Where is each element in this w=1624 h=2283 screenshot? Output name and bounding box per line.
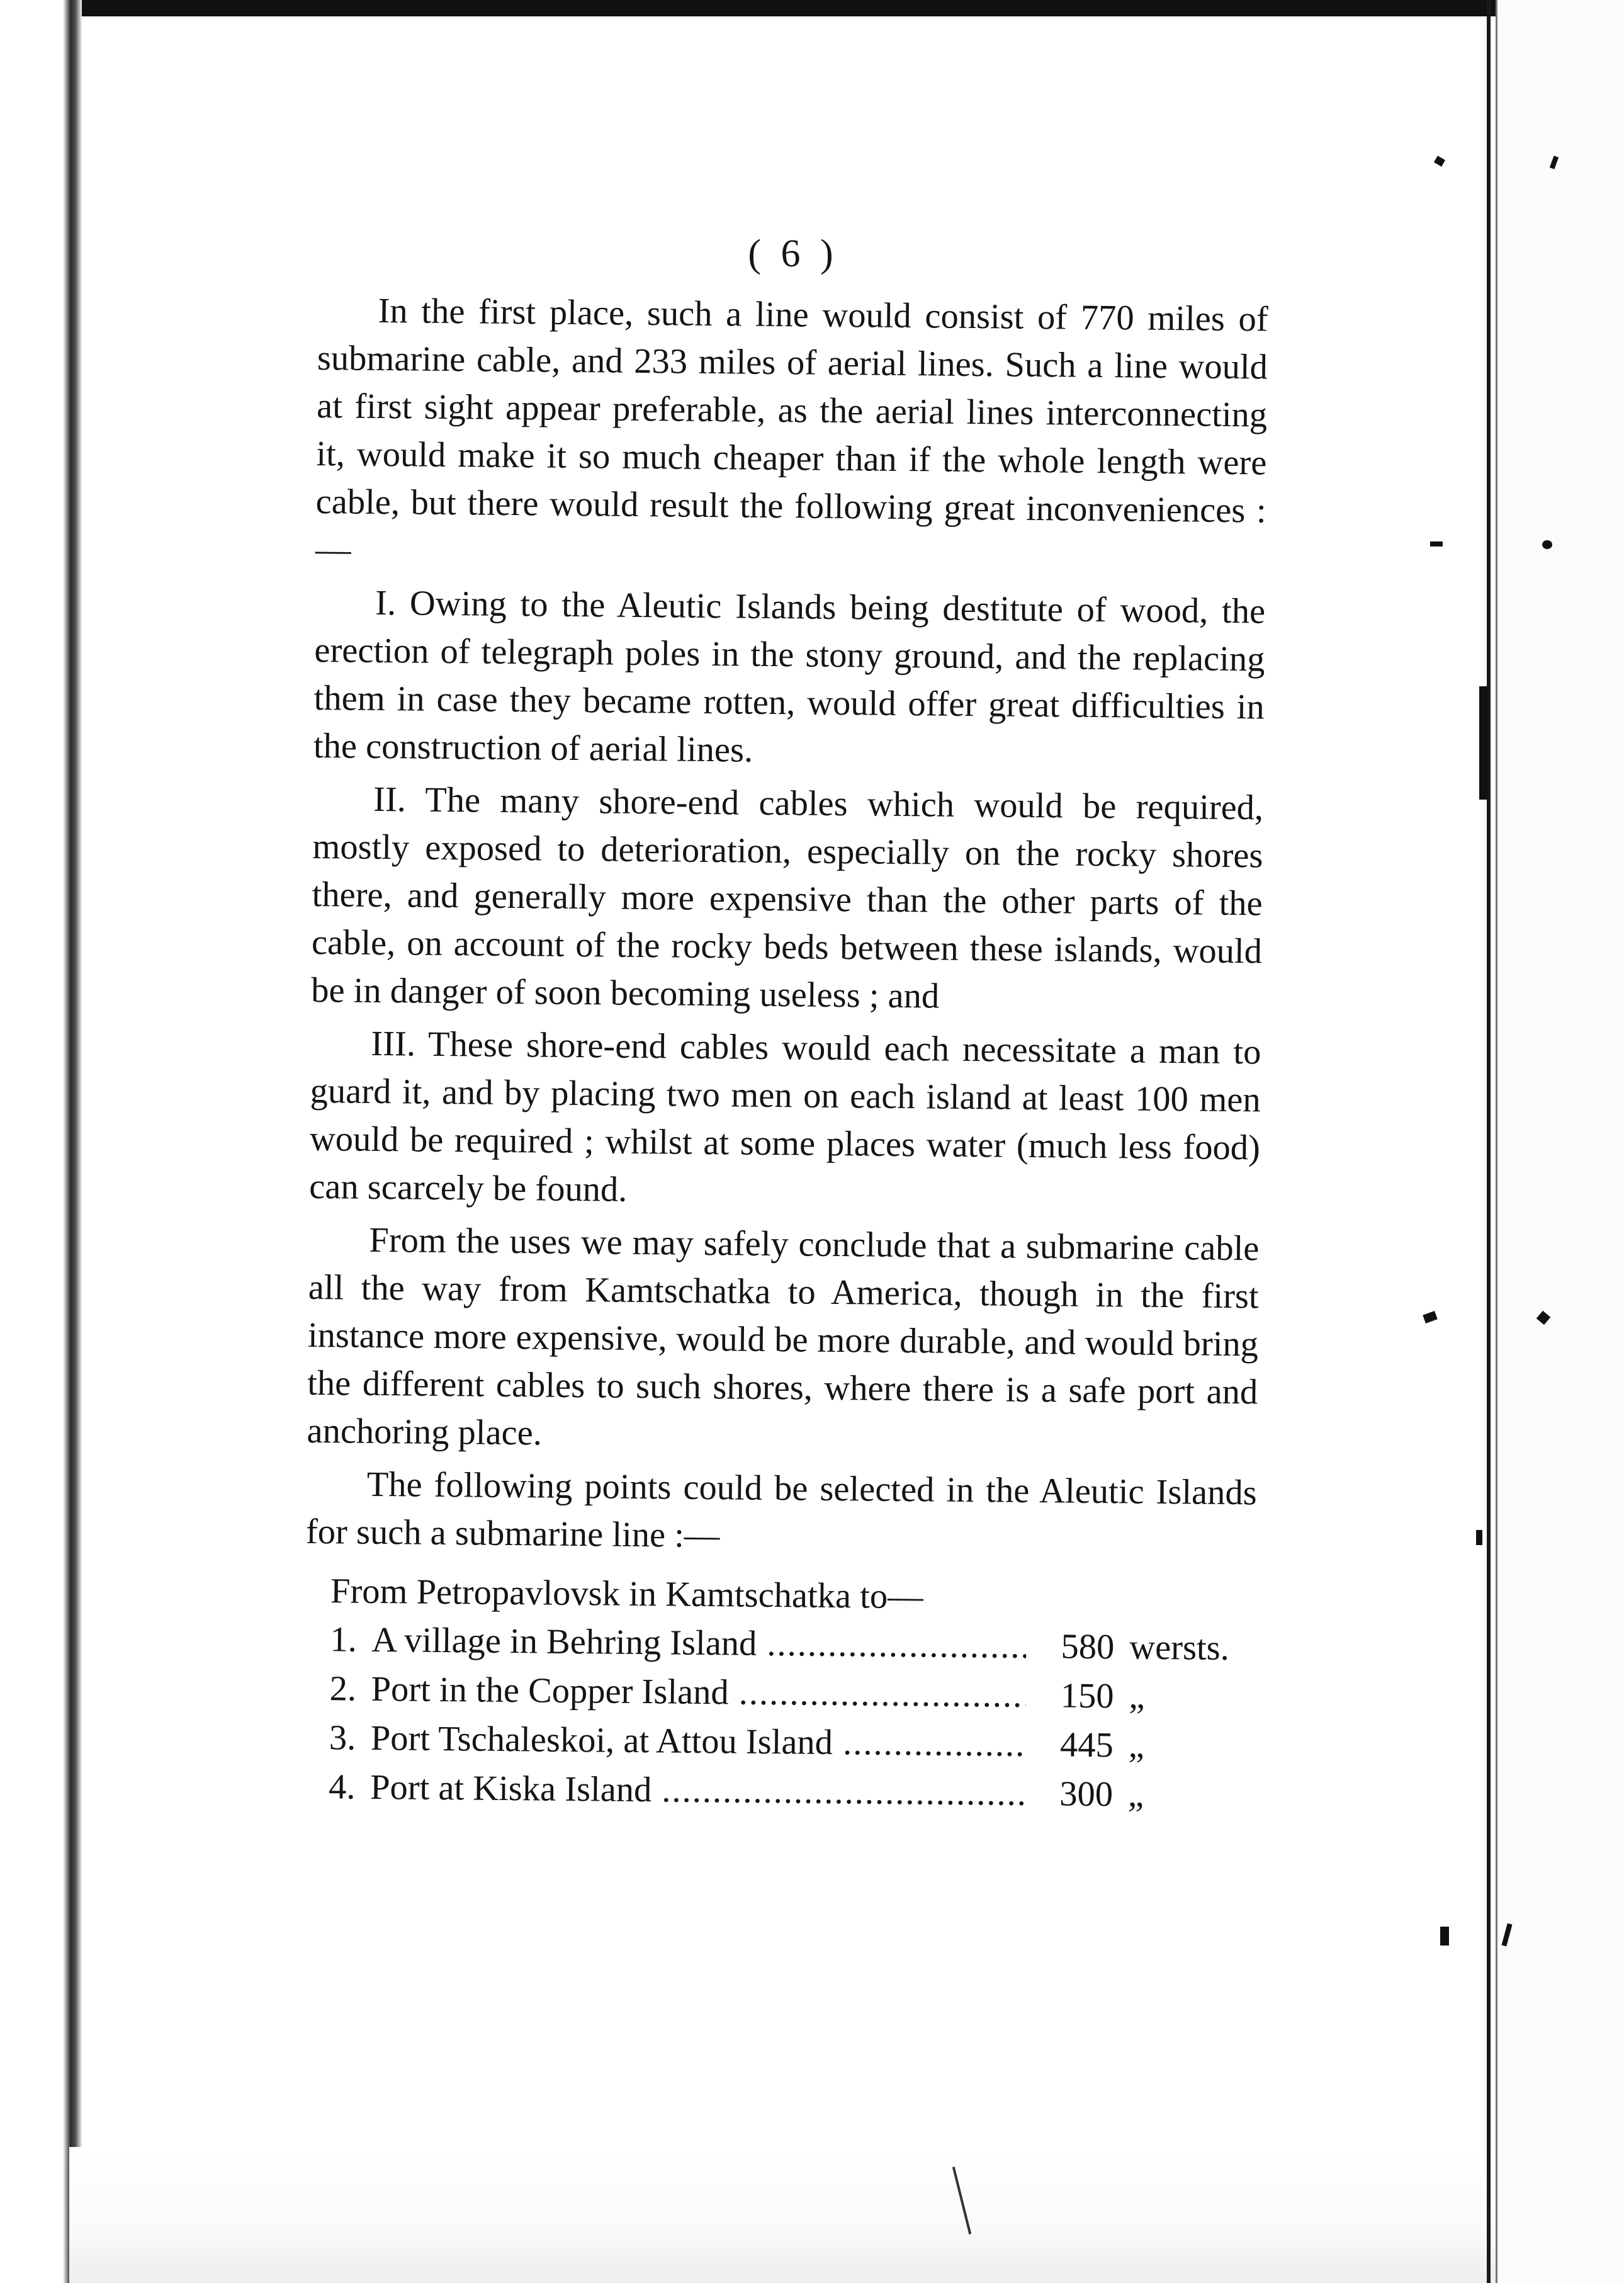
page-edge [1487, 0, 1491, 2283]
adjacent-page [1497, 0, 1624, 2283]
distance-list [303, 1615, 1256, 1820]
scan-mark [1476, 1530, 1482, 1545]
scan-mark [1542, 540, 1552, 549]
list-item-number: 4. [328, 1767, 356, 1807]
scan-bottom-shadow [69, 2147, 1580, 2283]
list-item-distance: 445 [1059, 1725, 1114, 1765]
list-item-unit: wersts. [1129, 1628, 1230, 1668]
scan-top-border [0, 0, 1624, 16]
list-item-place: Port Tschaleskoi, at Attou Island ..... [370, 1714, 1025, 1769]
paragraph: The following points could be selected in the Aleutic Islands for such a submarine line :— [305, 1464, 1257, 1556]
paragraph: From the uses we may safely conclude that a submarine cable all the way from Kamtschatka to America, though in the first instance more expensive, would be more durable, and would bring the different cables to such shores, where there is a safe port and anchoring place. [307, 1220, 1260, 1453]
list-item-unit: „ [1127, 1775, 1144, 1815]
list-item-unit: „ [1128, 1726, 1145, 1765]
scan-mark [1430, 541, 1443, 547]
list-item-unit: „ [1129, 1677, 1145, 1716]
body-text [303, 286, 1268, 1820]
list-item-distance: 580 [1061, 1627, 1115, 1667]
scan-mark [1440, 1927, 1449, 1946]
paragraph: III. These shore-end cables would each necessitate a man to guard it, and by placing two men on each island at least 100 men would be required ; whilst at some places water (much less food) can scarcely be found. [308, 1024, 1261, 1209]
paragraph: II. The many shore-end cables which would be required, mostly exposed to deterioration, especially on the rocky shores there, and generally more expensive than the other parts of the cable, on account of the rocky beds between these islands, would be in danger of soon becoming useless ; and [310, 779, 1264, 1016]
paragraph: In the first place, such a line would consist of 770 miles of submarine cable, and 233 miles of aerial lines. Such a line would at first sight appear preferable, as the aerial lines interconnecting it, would make it so much cheaper than if the whole length were cable, but there would result the following great inconveniences :— [315, 291, 1268, 570]
list-item-number: 1. [330, 1620, 358, 1660]
scan-mark [1479, 686, 1488, 800]
list-item [329, 1762, 1248, 1820]
list-intro: From Petropavlovsk in Kamtschatka to— [330, 1572, 923, 1617]
scan-left-border [0, 0, 82, 2283]
list-item [329, 1664, 1249, 1722]
list-item-place: Port in the Copper Island ..... [371, 1665, 1026, 1720]
list-item-distance: 150 [1060, 1676, 1114, 1716]
page-number: ( 6 ) [748, 232, 838, 275]
scan-mark [1423, 1311, 1438, 1323]
list-item-distance: 300 [1059, 1774, 1114, 1815]
paragraph: I. Owing to the Aleutic Islands being destitute of wood, the erection of telegraph poles in the stony ground, and the replacing them in case they became rotten, would offer great difficulties in the construction of aerial lines. [313, 583, 1266, 770]
list-item-number: 2. [329, 1669, 357, 1709]
list-item [330, 1615, 1249, 1673]
list-item-place: Port at Kiska Island ..... [370, 1763, 1025, 1818]
list-item-number: 3. [329, 1718, 356, 1758]
list-item [329, 1713, 1248, 1771]
scan-mark [1434, 156, 1445, 166]
list-item-place: A village in Behring Island ..... [371, 1616, 1027, 1671]
